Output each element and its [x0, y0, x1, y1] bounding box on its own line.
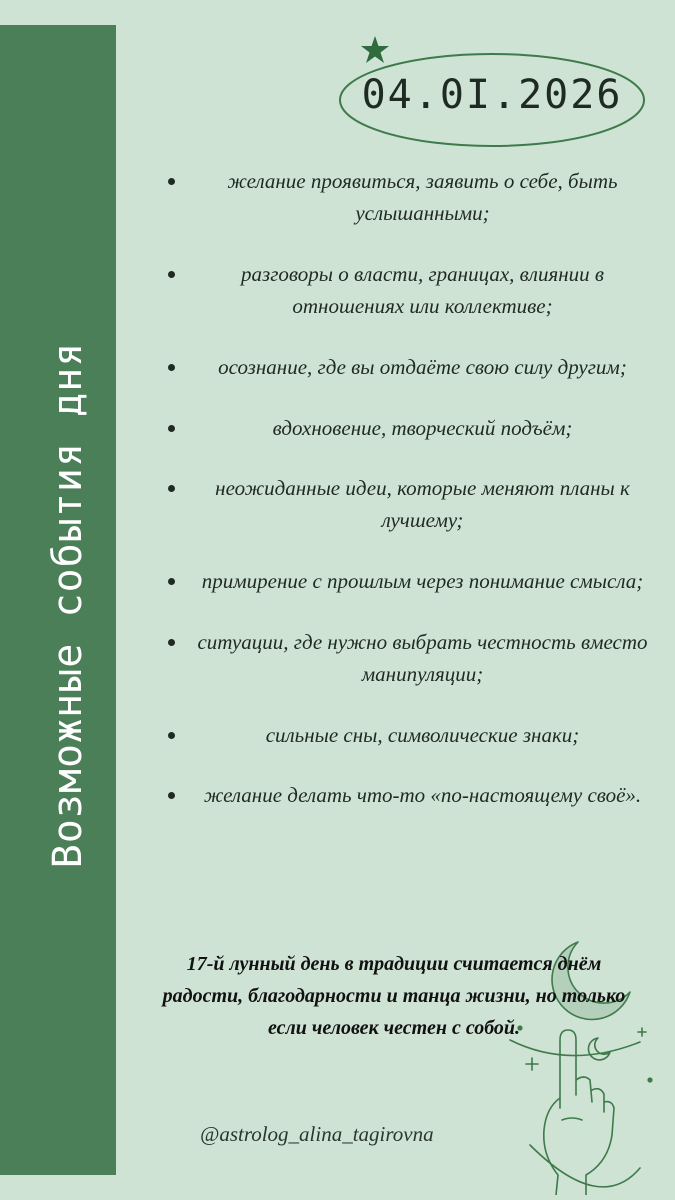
bullet-dot	[168, 425, 175, 432]
event-text: неожиданные идеи, которые меняют планы к лучшему;	[215, 476, 630, 532]
instagram-handle[interactable]: @astrolog_alina_tagirovna	[200, 1122, 434, 1146]
event-text: желание делать что-то «по-настоящему своё».	[203, 783, 642, 807]
event-text: разговоры о власти, границах, влиянии в отношениях или коллективе;	[241, 262, 604, 318]
event-item	[165, 626, 650, 690]
event-item	[165, 412, 650, 444]
star-icon	[360, 35, 390, 65]
bullet-dot	[168, 271, 175, 278]
side-title: Возможные события дня	[45, 341, 91, 869]
event-item	[165, 565, 650, 597]
bullet-dot	[168, 178, 175, 185]
event-item	[165, 719, 650, 751]
date-badge	[336, 50, 648, 150]
event-text: осознание, где вы отдаёте свою силу другим;	[218, 355, 627, 379]
event-item	[165, 472, 650, 536]
bullet-dot	[168, 639, 175, 646]
events-list	[165, 165, 650, 840]
event-text: вдохновение, творческий подъём;	[272, 416, 573, 440]
event-item	[165, 351, 650, 383]
event-item	[165, 258, 650, 322]
event-text: ситуации, где нужно выбрать честность вместо манипуляции;	[197, 630, 648, 686]
bullet-dot	[168, 485, 175, 492]
event-item	[165, 779, 650, 811]
event-item	[165, 165, 650, 229]
bullet-dot	[168, 792, 175, 799]
bullet-dot	[168, 732, 175, 739]
bullet-dot	[168, 364, 175, 371]
event-text: сильные сны, символические знаки;	[265, 723, 580, 747]
event-text: желание проявиться, заявить о себе, быть услышанными;	[227, 169, 618, 225]
bullet-dot	[168, 578, 175, 585]
moon-day-note: 17-й лунный день в традиции считается днём радости, благодарности и танца жизни, но только если человек честен с собой.	[162, 953, 626, 1039]
event-text: примирение с прошлым через понимание смысла;	[201, 569, 644, 593]
date-text: 04.0I.2026	[361, 72, 623, 118]
